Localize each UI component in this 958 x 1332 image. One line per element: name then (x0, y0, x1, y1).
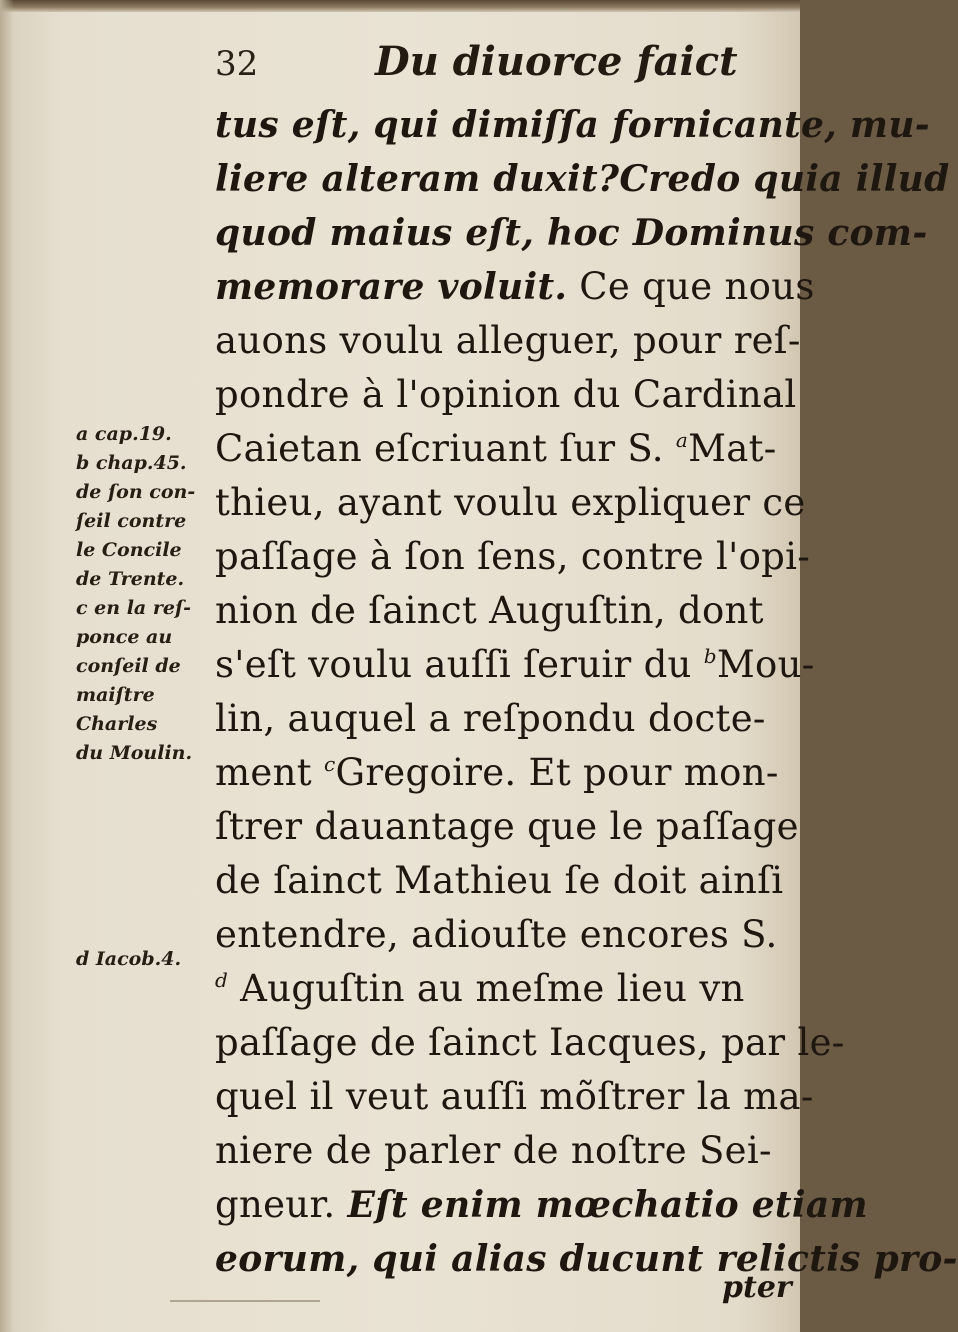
latin-quote-text: quod maius eſt, hoc Dominus com- (215, 212, 928, 254)
margin-note-line: de Trente. (76, 568, 185, 590)
text-line (215, 962, 775, 1016)
note-reference: c (323, 752, 336, 776)
text-line (215, 98, 931, 152)
margin-note-line: le Concile (76, 539, 182, 561)
text-line (215, 206, 928, 260)
french-text: gneur. (215, 1183, 348, 1226)
french-text: lin, auquel a reſpondu docte- (215, 697, 766, 740)
text-line (215, 854, 784, 908)
note-reference: b (703, 644, 717, 668)
french-text: s'eſt voulu auſſi ſeruir du (215, 643, 704, 686)
french-text: Mat- (688, 427, 777, 470)
text-line (215, 746, 779, 800)
page-number: 32 (215, 44, 259, 84)
latin-quote-text: Credo quia illud (619, 158, 950, 200)
french-text: quel il veut auſſi mõſtrer la ma- (215, 1075, 814, 1118)
french-text: Mou- (716, 643, 815, 686)
french-text: pondre à l'opinion du Cardinal (215, 373, 797, 416)
page-top-edge (0, 0, 800, 12)
french-text: paſſage de ſainct Iacques, par le- (215, 1021, 845, 1064)
page-bottom-rule (170, 1300, 320, 1316)
margin-note-line: Charles (76, 713, 158, 735)
margin-note (76, 945, 216, 974)
margin-note-line: ſeil contre (76, 510, 187, 532)
french-text: Gregoire. Et pour mon- (335, 751, 779, 794)
text-line (215, 1124, 775, 1178)
french-text: paſſage à ſon ſens, contre l'opi- (215, 535, 811, 578)
margin-note (76, 420, 216, 768)
french-text: Auguſtin au meſme lieu vn (228, 967, 745, 1010)
text-line (215, 1178, 868, 1232)
french-text: niere de parler de noſtre Sei- (215, 1129, 772, 1172)
latin-quote-text: eorum, qui alias ducunt relictis pro- (215, 1238, 958, 1280)
text-line (215, 584, 775, 638)
french-text: ment (215, 751, 324, 794)
margin-note-line: b chap.45. (76, 452, 187, 474)
french-text: de ſainct Mathieu ſe doit ainſi (215, 859, 784, 902)
french-text: ſtrer dauantage que le paſſage (215, 805, 799, 848)
text-line (215, 422, 775, 476)
french-text: Ce que nous (567, 265, 815, 308)
text-line (215, 1070, 814, 1124)
text-line (215, 800, 799, 854)
margin-note-line: du Moulin. (76, 742, 193, 764)
running-head: Du diuorce faict (375, 38, 738, 85)
margin-note-line: de ſon con- (76, 481, 196, 503)
latin-quote-text: tus eſt, qui dimiſſa fornicante, mu- (215, 104, 931, 146)
latin-quote-text: liere alteram duxit? (215, 158, 620, 200)
note-reference: a (675, 428, 689, 452)
page-gutter-shadow (0, 0, 14, 1332)
body-text (215, 98, 958, 1286)
note-reference: d (215, 968, 229, 992)
margin-note-line: conſeil de (76, 655, 181, 677)
text-line (215, 368, 797, 422)
margin-note-line: a cap.19. (76, 423, 172, 445)
margin-note-line: d Iacob.4. (76, 948, 182, 970)
margin-note-line: maiſtre (76, 684, 155, 706)
french-text: auons voulu alleguer, pour reſ- (215, 319, 801, 362)
french-text: Caietan eſcriuant ſur S. (215, 427, 676, 470)
latin-quote-text: Eſt enim mœchatio etiam (347, 1184, 868, 1226)
text-line (215, 908, 778, 962)
text-line (215, 1232, 958, 1286)
page-header (215, 38, 775, 98)
french-text: nion de ſainct Auguſtin, dont (215, 589, 764, 632)
text-line (215, 260, 815, 314)
text-line (215, 152, 950, 206)
french-text: thieu, ayant voulu expliquer ce (215, 481, 806, 524)
text-line (215, 314, 801, 368)
text-line (215, 1016, 845, 1070)
text-line (215, 476, 806, 530)
french-text: entendre, adiouſte encores S. (215, 913, 778, 956)
catchword: pter (722, 1270, 792, 1305)
text-line (215, 530, 811, 584)
latin-quote-text: memorare voluit. (215, 266, 568, 308)
margin-note-line: c en la reſ- (76, 597, 192, 619)
text-line (215, 638, 815, 692)
text-line (215, 692, 775, 746)
margin-note-line: ponce au (76, 626, 173, 648)
